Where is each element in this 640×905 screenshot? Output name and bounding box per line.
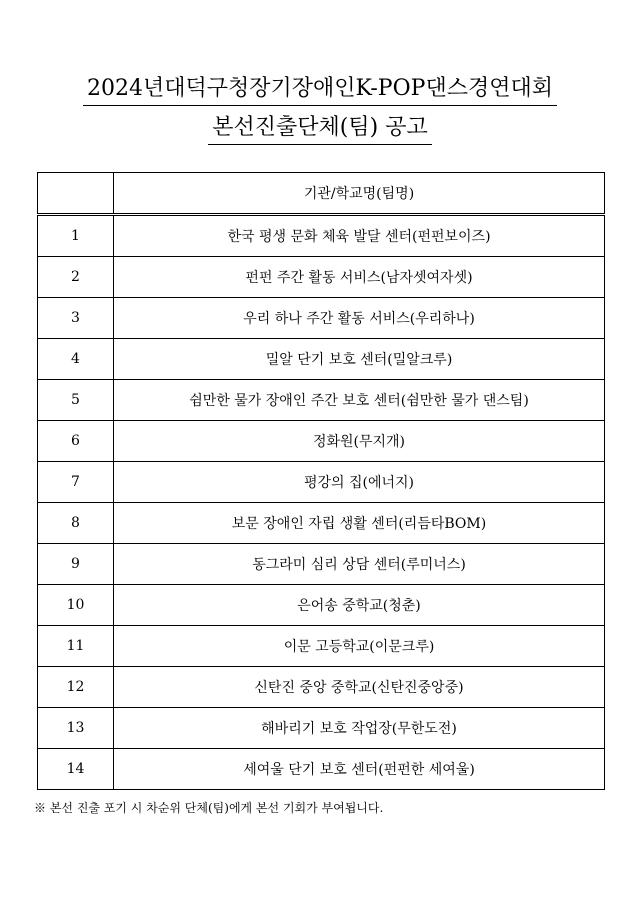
table-body <box>38 215 605 790</box>
row-organization-name: 해바리기 보호 작업장(무한도전) <box>114 708 605 749</box>
document-title-line-2: 본선진출단체(팀) 공고 <box>208 113 431 145</box>
row-organization-name: 쉼만한 물가 장애인 주간 보호 센터(쉼만한 물가 댄스팀) <box>114 380 605 421</box>
table-row <box>38 215 605 257</box>
row-number: 4 <box>38 339 114 380</box>
footnote: ※ 본선 진출 포기 시 차순위 단체(팀)에게 본선 기회가 부여됩니다. <box>34 801 384 815</box>
table-row <box>38 626 605 667</box>
row-number: 5 <box>38 380 114 421</box>
row-organization-name: 우리 하나 주간 활동 서비스(우리하나) <box>114 298 605 339</box>
row-organization-name: 보문 장애인 자립 생활 센터(리듬타BOM) <box>114 503 605 544</box>
row-organization-name: 펀펀 주간 활동 서비스(남자셋여자셋) <box>114 257 605 298</box>
document-subtitle <box>0 113 640 145</box>
row-organization-name: 동그라미 심리 상담 센터(루미너스) <box>114 544 605 585</box>
row-number: 10 <box>38 585 114 626</box>
table-row <box>38 339 605 380</box>
table-row <box>38 503 605 544</box>
table-row <box>38 544 605 585</box>
table-row <box>38 298 605 339</box>
header-name-cell: 기관/학교명(팀명) <box>114 173 605 215</box>
document-title <box>0 74 640 106</box>
row-number: 1 <box>38 215 114 257</box>
document-title-line-1: 2024년대덕구청장기장애인K-POP댄스경연대회 <box>83 74 557 106</box>
finalist-table <box>37 172 605 790</box>
header-number-cell <box>38 173 114 215</box>
table-row <box>38 708 605 749</box>
row-number: 3 <box>38 298 114 339</box>
row-organization-name: 평강의 집(에너지) <box>114 462 605 503</box>
row-number: 14 <box>38 749 114 790</box>
table-row <box>38 421 605 462</box>
row-organization-name: 은어송 중학교(청춘) <box>114 585 605 626</box>
row-number: 13 <box>38 708 114 749</box>
table-row <box>38 257 605 298</box>
table-row <box>38 667 605 708</box>
row-organization-name: 한국 평생 문화 체육 발달 센터(펀펀보이즈) <box>114 215 605 257</box>
row-number: 9 <box>38 544 114 585</box>
row-number: 2 <box>38 257 114 298</box>
row-number: 8 <box>38 503 114 544</box>
row-organization-name: 이문 고등학교(이문크루) <box>114 626 605 667</box>
table-row <box>38 462 605 503</box>
row-number: 11 <box>38 626 114 667</box>
row-organization-name: 신탄진 중앙 중학교(신탄진중앙중) <box>114 667 605 708</box>
row-organization-name: 세여울 단기 보호 센터(펀펀한 세여울) <box>114 749 605 790</box>
row-number: 12 <box>38 667 114 708</box>
table-row <box>38 585 605 626</box>
row-number: 6 <box>38 421 114 462</box>
table-row <box>38 380 605 421</box>
row-number: 7 <box>38 462 114 503</box>
table-header-row <box>38 173 605 215</box>
table-row <box>38 749 605 790</box>
row-organization-name: 밀알 단기 보호 센터(밀알크루) <box>114 339 605 380</box>
row-organization-name: 정화원(무지개) <box>114 421 605 462</box>
